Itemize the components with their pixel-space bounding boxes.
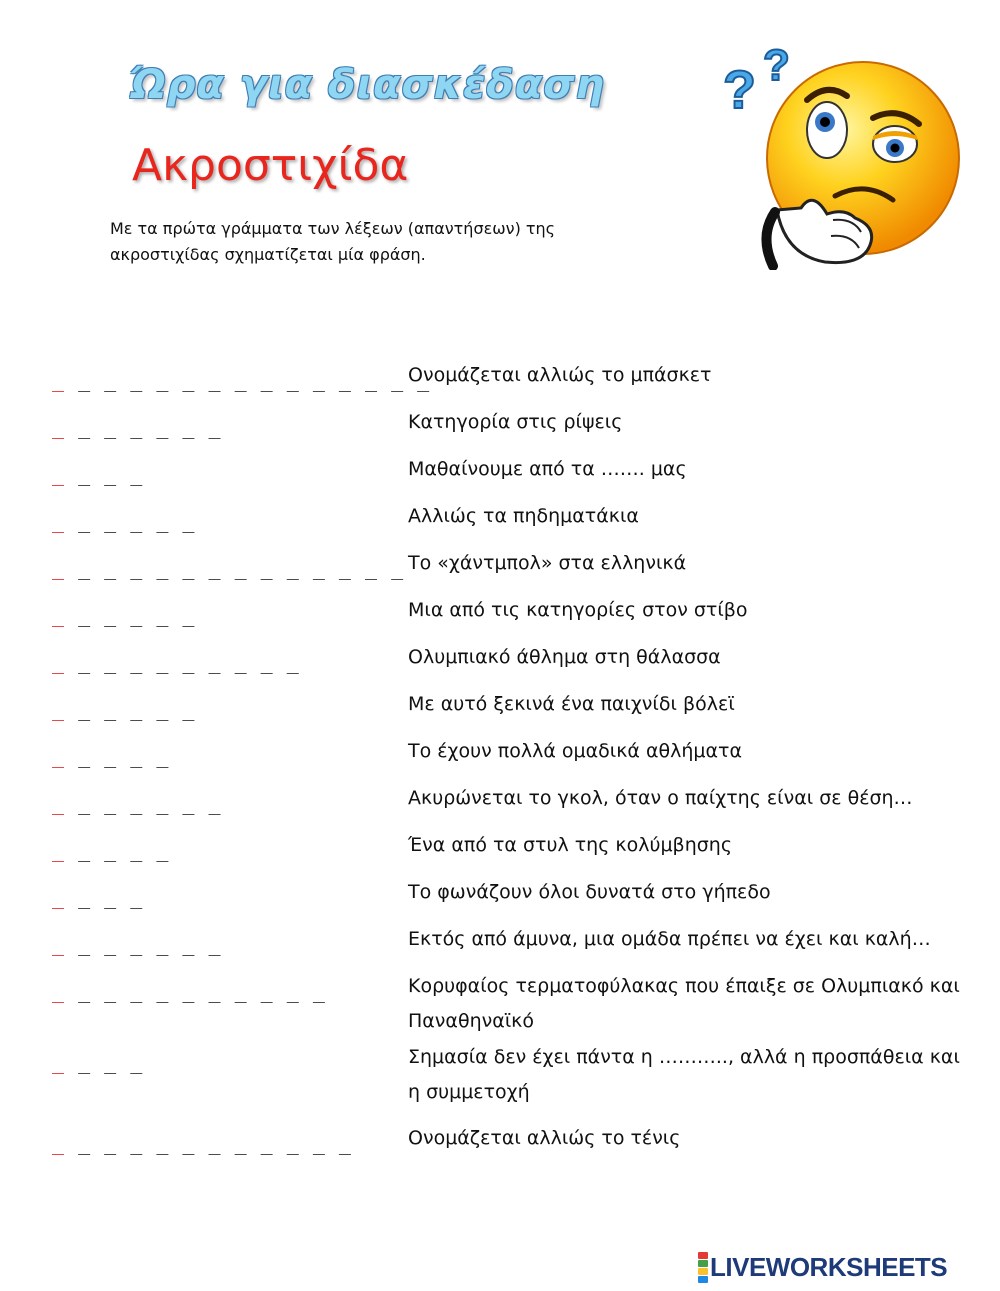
- answer-blanks[interactable]: _ _ _ _ _ _ _ _ _ _ _: [52, 979, 326, 1003]
- worksheet-subtitle: Ακροστιχίδα: [132, 140, 409, 191]
- clue-text: Ολυμπιακό άθλημα στη θάλασσα: [408, 646, 721, 668]
- clue-text: Ένα από τα στυλ της κολύμβησης: [408, 834, 732, 856]
- clue-text: Το έχουν πολλά ομαδικά αθλήματα: [408, 740, 742, 762]
- clue-text: Εκτός από άμυνα, μια ομάδα πρέπει να έχει και καλή…: [408, 928, 931, 950]
- clue-text: Μια από τις κατηγορίες στον στίβο: [408, 599, 748, 621]
- clue-text: Με αυτό ξεκινά ένα παιχνίδι βόλεϊ: [408, 693, 735, 715]
- answer-blanks[interactable]: _ _ _ _ _ _ _ _ _ _ _ _ _ _ _: [52, 368, 431, 392]
- answer-blanks[interactable]: _ _ _ _: [52, 885, 144, 909]
- answer-blanks[interactable]: _ _ _ _: [52, 462, 144, 486]
- clue-text: Το φωνάζουν όλοι δυνατά στο γήπεδο: [408, 881, 771, 903]
- instructions: [110, 216, 610, 268]
- answer-blanks[interactable]: _ _ _ _ _ _ _ _ _ _ _ _: [52, 1131, 352, 1155]
- liveworksheets-logo: [698, 1252, 947, 1282]
- clue-text: Αλλιώς τα πηδηματάκια: [408, 505, 639, 527]
- answer-blanks[interactable]: _ _ _ _ _ _ _ _ _ _ _ _ _ _: [52, 556, 405, 580]
- clue-text: Το «χάντμπολ» στα ελληνικά: [408, 552, 687, 574]
- instructions-line-1: Με τα πρώτα γράμματα των λέξεων (απαντήσεων) της: [110, 219, 556, 238]
- answer-blanks[interactable]: _ _ _ _ _ _: [52, 509, 196, 533]
- clue-text: Σημασία δεν έχει πάντα η ……….., αλλά η προσπάθεια και η συμμετοχή: [408, 1046, 960, 1103]
- answer-blanks[interactable]: _ _ _ _ _: [52, 838, 170, 862]
- answer-blanks[interactable]: _ _ _ _ _ _ _ _ _ _: [52, 650, 300, 674]
- logo-mark-icon: [698, 1252, 708, 1283]
- answer-blanks[interactable]: _ _ _ _ _ _: [52, 697, 196, 721]
- answer-blanks[interactable]: _ _ _ _ _ _ _: [52, 932, 222, 956]
- worksheet-title: Ώρα για διασκέδαση: [130, 62, 606, 108]
- answer-blanks[interactable]: _ _ _ _ _: [52, 744, 170, 768]
- thinking-face-icon: [715, 40, 965, 270]
- svg-text:?: ?: [723, 60, 756, 120]
- clue-text: Μαθαίνουμε από τα ……. μας: [408, 458, 687, 480]
- answer-blanks[interactable]: _ _ _ _ _ _: [52, 603, 196, 627]
- clue-text: Ονομάζεται αλλιώς το τένις: [408, 1127, 681, 1149]
- instructions-line-2: ακροστιχίδας σχηματίζεται μία φράση.: [110, 245, 426, 264]
- clue-text: Κατηγορία στις ρίψεις: [408, 411, 623, 433]
- svg-text:?: ?: [763, 41, 790, 90]
- answer-blanks[interactable]: _ _ _ _: [52, 1050, 144, 1074]
- clue-text: Ακυρώνεται το γκολ, όταν ο παίχτης είναι σε θέση…: [408, 787, 913, 809]
- clue-text: Κορυφαίος τερματοφύλακας που έπαιξε σε Ολυμπιακό και Παναθηναϊκό: [408, 975, 960, 1032]
- answer-blanks[interactable]: _ _ _ _ _ _ _: [52, 791, 222, 815]
- clue-text: Ονομάζεται αλλιώς το μπάσκετ: [408, 364, 712, 386]
- answer-blanks[interactable]: _ _ _ _ _ _ _: [52, 415, 222, 439]
- logo-text: LIVEWORKSHEETS: [710, 1251, 948, 1282]
